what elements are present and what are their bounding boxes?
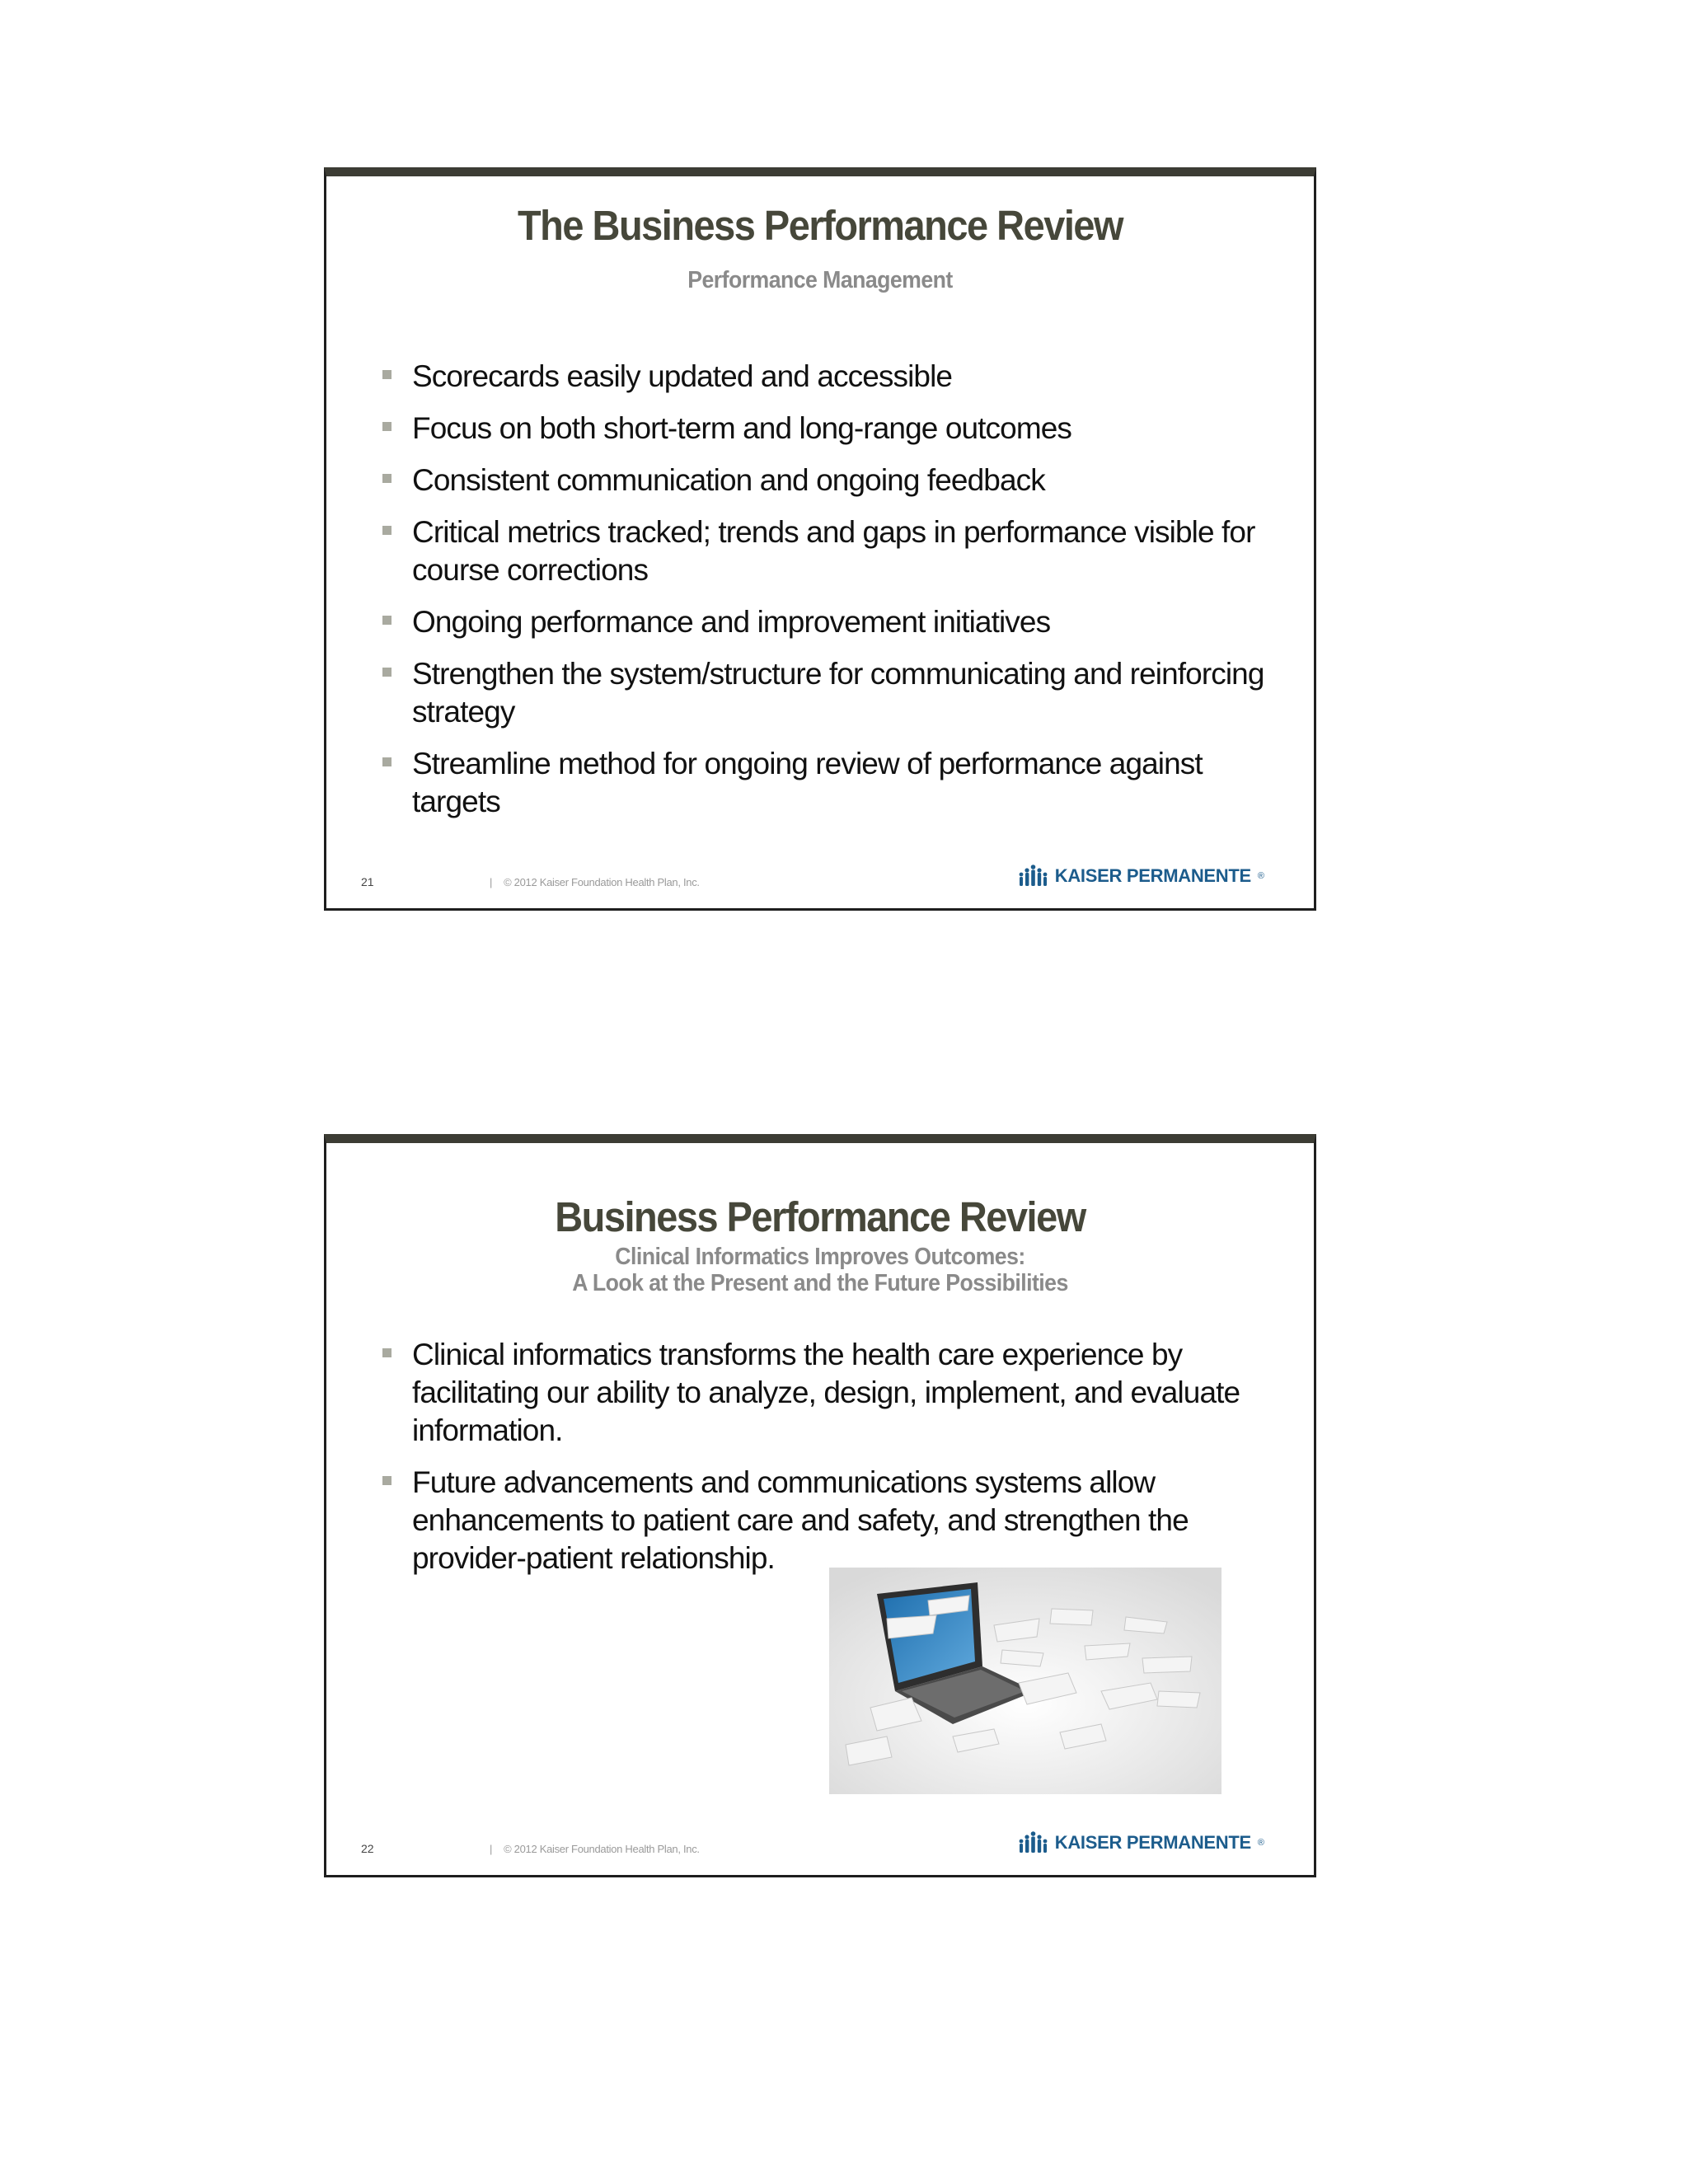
laptop-with-flying-papers-icon [829,1568,1221,1794]
bullet-marker-icon [382,616,392,625]
bullet-marker-icon [382,474,392,483]
slide-title: The Business Performance Review [517,202,1123,249]
logo-text: KAISER PERMANENTE [1054,1832,1251,1853]
copyright-text: © 2012 Kaiser Foundation Health Plan, Inc. [504,1843,700,1855]
kaiser-people-icon [1017,864,1048,888]
bullet-item: Consistent communication and ongoing feedback [382,462,1281,499]
bullet-item: Ongoing performance and improvement initiatives [382,603,1281,641]
slide-subtitle-line2: A Look at the Present and the Future Possibilities [572,1270,1068,1296]
slide-number: 21 [361,875,374,888]
slide-number: 22 [361,1842,374,1855]
copyright [490,876,700,888]
slide-title: Business Performance Review [555,1193,1085,1240]
footer-separator: | [490,1843,493,1855]
bullet-marker-icon [382,422,392,431]
slide-subtitle: Performance Management [687,267,953,293]
bullet-list [382,358,1281,821]
copyright-text: © 2012 Kaiser Foundation Health Plan, Inc. [504,876,700,888]
footer-separator: | [490,876,493,888]
slide-22 [324,1134,1316,1877]
slide-21 [324,167,1316,911]
slide-subtitle-line1: Clinical Informatics Improves Outcomes: [615,1244,1025,1270]
bullet-item: Scorecards easily updated and accessible [382,358,1281,396]
bullet-marker-icon [382,1476,392,1485]
bullet-item: Strengthen the system/structure for communicating and reinforcing strategy [382,655,1281,731]
registered-mark: ® [1257,1838,1264,1848]
bullet-marker-icon [382,370,392,379]
registered-mark: ® [1257,871,1264,881]
bullet-list [382,1336,1281,1577]
logo-text: KAISER PERMANENTE [1054,865,1251,886]
kaiser-people-icon [1017,1830,1048,1855]
kaiser-logo [1017,1830,1264,1855]
bullet-item: Streamline method for ongoing review of performance against targets [382,745,1281,821]
bullet-marker-icon [382,668,392,677]
bullet-item: Future advancements and communications systems allow enhancements to patient care and safety, and strengthen the provider-patient relationship. [382,1464,1281,1577]
bullet-item: Clinical informatics transforms the health care experience by facilitating our ability to analyze, design, implement, and evaluate information. [382,1336,1281,1450]
bullet-marker-icon [382,1348,392,1357]
bullet-marker-icon [382,526,392,535]
bullet-item: Critical metrics tracked; trends and gaps in performance visible for course corrections [382,513,1281,589]
copyright [490,1843,700,1855]
bullet-item: Focus on both short-term and long-range outcomes [382,410,1281,448]
bullet-marker-icon [382,757,392,766]
kaiser-logo [1017,864,1264,888]
